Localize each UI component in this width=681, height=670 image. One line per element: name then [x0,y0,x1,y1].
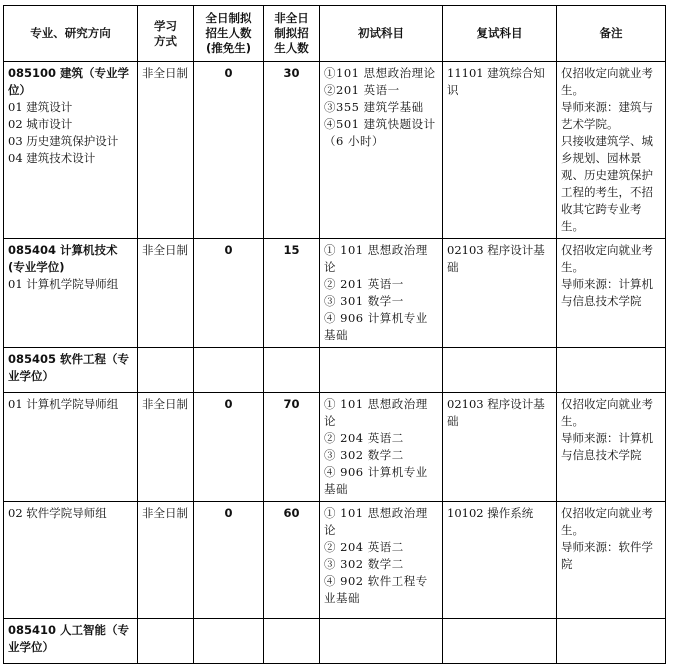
exam-subject: ④501 建筑快题设计（6 小时） [324,117,436,148]
fulltime-quota-cell: 0 [194,502,264,619]
major-cell [4,393,138,502]
study-mode-cell: 非全日制 [138,62,194,239]
header-fulltime-quota: 全日制拟 招生人数 (推免生) [194,6,264,62]
parttime-quota-cell: 60 [264,502,320,619]
study-mode-cell [138,619,194,664]
admissions-table [3,5,666,664]
direction: 02 城市设计 [8,117,73,131]
initial-exam-cell [320,619,443,664]
initial-exam-cell [320,239,443,348]
parttime-quota-cell: 15 [264,239,320,348]
direction: 02 软件学院导师组 [8,506,107,520]
exam-subject: ① 101 思想政治理论 [324,506,428,537]
table-row [4,619,666,664]
note-line: 仅招收定向就业考生。 [561,66,653,97]
retest-cell [443,348,557,393]
study-mode-cell: 非全日制 [138,502,194,619]
parttime-quota-cell [264,619,320,664]
major-cell [4,502,138,619]
header-major: 专业、研究方向 [4,6,138,62]
study-mode-cell: 非全日制 [138,393,194,502]
direction: 03 历史建筑保护设计 [8,134,119,148]
fulltime-quota-cell: 0 [194,239,264,348]
header-notes: 备注 [557,6,666,62]
initial-exam-cell [320,62,443,239]
retest-cell: 02103 程序设计基础 [443,393,557,502]
exam-subject: ④ 902 软件工程专业基础 [324,574,428,605]
table-row [4,348,666,393]
major-cell [4,239,138,348]
notes-cell [557,348,666,393]
direction: 01 计算机学院导师组 [8,397,119,411]
exam-subject: ③355 建筑学基础 [324,100,424,114]
fulltime-quota-cell [194,348,264,393]
study-mode-cell: 非全日制 [138,239,194,348]
major-title: 085404 计算机技术(专业学位) [8,243,118,274]
notes-cell [557,502,666,619]
exam-subject: ②201 英语一 [324,83,400,97]
note-line: 仅招收定向就业考生。 [561,506,653,537]
major-title: 085100 建筑（专业学位） [8,66,130,97]
retest-cell: 02103 程序设计基础 [443,239,557,348]
note-line: 只接收建筑学、城乡规划、园林景观、历史建筑保护工程的考生，不招收其它跨专业考生。 [561,134,653,233]
direction: 01 建筑设计 [8,100,73,114]
exam-subject: ④ 906 计算机专业基础 [324,465,428,496]
exam-subject: ① 101 思想政治理论 [324,397,428,428]
exam-subject: ③ 302 数学二 [324,448,404,462]
exam-subject: ①101 思想政治理论 [324,66,436,80]
table-row [4,502,666,619]
header-study-mode: 学习 方式 [138,6,194,62]
fulltime-quota-cell: 0 [194,393,264,502]
major-cell [4,348,138,393]
major-cell [4,619,138,664]
table-row [4,393,666,502]
fulltime-quota-cell: 0 [194,62,264,239]
exam-subject: ② 204 英语二 [324,431,404,445]
parttime-quota-cell: 70 [264,393,320,502]
initial-exam-cell [320,502,443,619]
initial-exam-cell [320,348,443,393]
note-line: 仅招收定向就业考生。 [561,397,653,428]
note-line: 仅招收定向就业考生。 [561,243,653,274]
notes-cell [557,619,666,664]
header-row [4,6,666,62]
note-line: 导师来源：计算机与信息技术学院 [561,431,653,462]
major-cell [4,62,138,239]
header-parttime-quota: 非全日 制拟招 生人数 [264,6,320,62]
exam-subject: ③ 301 数学一 [324,294,404,308]
notes-cell [557,62,666,239]
exam-subject: ② 201 英语一 [324,277,404,291]
table-row [4,239,666,348]
initial-exam-cell [320,393,443,502]
exam-subject: ③ 302 数学二 [324,557,404,571]
retest-cell [443,619,557,664]
fulltime-quota-cell [194,619,264,664]
retest-cell: 10102 操作系统 [443,502,557,619]
header-initial-exam: 初试科目 [320,6,443,62]
notes-cell [557,239,666,348]
note-line: 导师来源：软件学院 [561,540,653,571]
exam-subject: ② 204 英语二 [324,540,404,554]
parttime-quota-cell [264,348,320,393]
exam-subject: ① 101 思想政治理论 [324,243,428,274]
study-mode-cell [138,348,194,393]
notes-cell [557,393,666,502]
note-line: 导师来源：计算机与信息技术学院 [561,277,653,308]
major-title: 085410 人工智能（专业学位） [8,623,130,654]
direction: 01 计算机学院导师组 [8,277,119,291]
parttime-quota-cell: 30 [264,62,320,239]
table-row [4,62,666,239]
header-retest: 复试科目 [443,6,557,62]
retest-cell: 11101 建筑综合知识 [443,62,557,239]
direction: 04 建筑技术设计 [8,151,96,165]
note-line: 导师来源：建筑与艺术学院。 [561,100,653,131]
exam-subject: ④ 906 计算机专业基础 [324,311,428,342]
major-title: 085405 软件工程（专业学位） [8,352,130,383]
